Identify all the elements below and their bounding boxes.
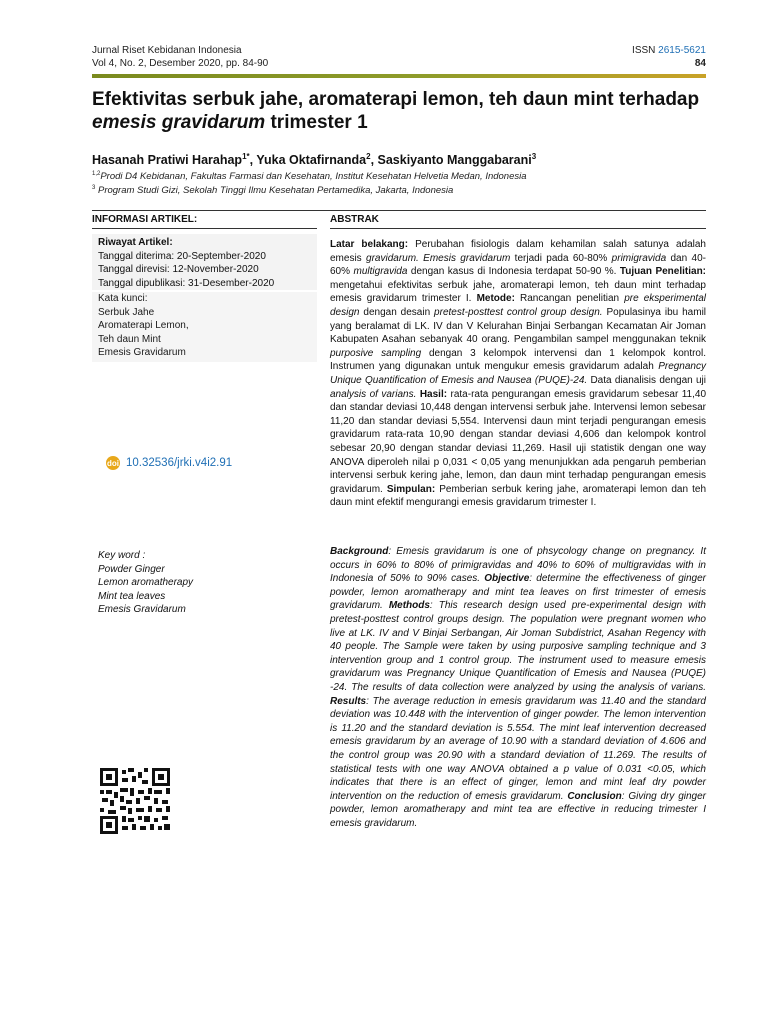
author-3: , Saskiyanto Manggabarani xyxy=(370,153,532,168)
doi-logo-icon: doi xyxy=(106,456,120,470)
section-top-rule xyxy=(92,210,706,211)
label-hasil: Hasil: xyxy=(419,388,448,400)
article-info-heading: INFORMASI ARTIKEL: xyxy=(92,214,198,225)
affiliation-2-text: Program Studi Gizi, Sekolah Tinggi Ilmu Kesehatan Pertamedika, Jakarta, Indonesia xyxy=(95,185,454,197)
abstract-text: : Emesis gravidarum is one of phsycology change on pregnancy. It occurs in 60% to 80% of primigravidas and 40% to 60% of multigravidas with in Indonesia of 50% to 90% cases. xyxy=(330,546,706,585)
abstract-indonesian xyxy=(330,238,706,510)
qr-code-icon xyxy=(100,768,170,834)
abstract-heading: ABSTRAK xyxy=(330,214,379,225)
abstract-heading-rule xyxy=(330,228,706,229)
abstract-text: Perubahan fisiologis dalam kehamilan salah satunya adalah emesis xyxy=(330,239,706,264)
affiliation-1-sup: 1,2 xyxy=(92,171,101,177)
abstract-text: Pemberian serbuk kering jahe, aromaterapi lemon dan teh daun mint efektif mengurangi emesis gravidarum trimester I. xyxy=(330,483,707,509)
article-history xyxy=(92,234,317,290)
abstract-text: dengan desain xyxy=(359,306,435,318)
history-label: Riwayat Artikel: xyxy=(98,237,173,248)
author-list xyxy=(92,152,712,167)
abstract-italic: pretest-posttest control group design. xyxy=(434,306,603,318)
issn-label: ISSN xyxy=(632,45,656,56)
author-1-sup: 1* xyxy=(242,152,250,161)
abstract-italic: multigravida xyxy=(353,266,408,278)
doi-link[interactable]: 10.32536/jrki.v4i2.91 xyxy=(126,457,233,469)
abstract-italic: primigravida xyxy=(611,252,667,264)
article-history-box xyxy=(92,234,317,290)
keywords-id xyxy=(92,292,317,362)
keyword-en-item: Mint tea leaves xyxy=(98,590,166,602)
issn-number[interactable]: 2615-5621 xyxy=(658,45,706,56)
author-3-sup: 3 xyxy=(531,152,537,161)
label-objective: Objective xyxy=(484,573,530,585)
journal-volume: Vol 4, No. 2, Desember 2020, pp. 84-90 xyxy=(92,58,269,69)
title-italic: emesis gravidarum xyxy=(92,112,266,133)
affiliation-2-sup: 3 xyxy=(92,185,96,191)
keywords-en xyxy=(98,549,313,617)
article-title xyxy=(92,88,712,134)
page-number: 84 xyxy=(694,58,706,69)
abstract-text: : determine the effectiveness of ginger powder, lemon aromatherapy and mint tea leaves on first trimester of emesis gravidarum. xyxy=(330,573,706,612)
date-received: Tanggal diterima: 20-September-2020 xyxy=(98,250,266,262)
keywords-label: Kata kunci: xyxy=(98,293,148,304)
keyword-en-item: Emesis Gravidarum xyxy=(98,604,186,615)
abstract-text: rata-rata pengurangan emesis gravidarum sebesar 11,40 dan standar deviasi 10,448 dengan intervensi serbuk jahe. Intervensi lemon sebesar 11,20 dan standar deviasi 5,554. Intervensi daun mint terjadi pengurangan emesis gravidarum rata-rata 10,90 dengan standar deviasi 4,606 dan kelompok kontrol sebesar 20,90 dengan standar deviasi 11,269. Hasil uji statistik dengan one way ANOVA diperoleh nilai p 0,031 < 0,05 yang menunjukkan ada pengaruh pemberian intervensi serbuk kering jahe, lemon, dan daun mint terhadap pengurangan emesis gravidarum. xyxy=(330,388,707,495)
abstract-italic: purposive sampling xyxy=(330,347,422,359)
header-accent-bar xyxy=(92,74,706,78)
keywords-en-label: Key word : xyxy=(98,550,146,561)
abstract-text: dengan 3 kelompok intervensi dan 1 kelompok kontrol. Instrumen yang digunakan untuk mengukur emesis gravidarum adalah xyxy=(330,347,706,373)
abstract-italic: Pregnancy Unique Quantification of Emesis and Nausea (PUQE)-24. xyxy=(330,361,706,386)
label-tujuan: Tujuan Penelitian: xyxy=(619,266,707,278)
keyword-en-item: Powder Ginger xyxy=(98,563,165,575)
title-line-1: Efektivitas serbuk jahe, aromaterapi lemon, teh daun mint terhadap xyxy=(92,89,700,110)
affiliation-2 xyxy=(92,185,712,196)
abstract-text: : Giving dry ginger powder, lemon aromatherapy and mint tea are effective in reducing trimester I emesis gravidarum. xyxy=(330,790,706,829)
info-heading-rule xyxy=(92,228,317,229)
keyword-item: Serbuk Jahe xyxy=(98,306,155,318)
doi-row xyxy=(106,455,232,471)
label-background: Background xyxy=(330,546,389,557)
author-1: Hasanah Pratiwi Harahap xyxy=(92,153,243,168)
label-simpulan: Simpulan: xyxy=(386,483,436,495)
journal-name: Jurnal Riset Kebidanan Indonesia xyxy=(92,45,242,56)
abstract-text: Data dianalisis dengan uji xyxy=(587,374,706,386)
label-conclusion: Conclusion xyxy=(567,790,622,802)
keyword-en-item: Lemon aromatherapy xyxy=(98,577,194,588)
abstract-italic: gravidarum. Emesis gravidarum xyxy=(366,252,511,264)
keyword-item: Emesis Gravidarum xyxy=(98,347,186,358)
author-2-sup: 2 xyxy=(366,152,371,161)
abstract-text: dengan kasus di Indonesia terdapat 50-90 %. xyxy=(407,266,620,278)
title-rest: trimester 1 xyxy=(265,112,368,133)
label-methods: Methods xyxy=(388,600,430,612)
abstract-italic: analysis of varians. xyxy=(330,388,417,400)
abstract-text: Rancangan penelitian xyxy=(514,293,625,305)
abstract-text: dan 40-60% xyxy=(330,252,706,278)
affiliation-1 xyxy=(92,171,712,182)
abstract-text: : This research design used pre-experimental design with pretest-posttest control groups design. The population were pregnant women who live at LK. IV and V Binjai Serbangan, Air Joman Subdistrict, Asahan Regency with 40 people. The Sample were taken by using purposive sampling technique and 3 intervention group and 1 control group. The instrument used to measure emesis gravidarum was Pregnancy Unique Quantification of Emesis and Nausea (PUQE) -24. The results of data collection were analyzed by using the analysis of varians. xyxy=(330,600,706,693)
abstract-text: : The average reduction in emesis gravidarum was 11.40 and the standard deviation was 10.448 with the intervention of ginger powder. The lemon intervention is 11.20 and the standard deviation is 5.554. The mint leaf intervention decreased emesis gravidarum by an average of 10.90 with a standard deviation of 4.606 and the control group was 20.90 with a standard deviation of 11.269. The results of statistical tests with one way ANOVA obtained a p value of 0.031 <0.05, which indicates that there is an effect of ginger, lemon and mint leaf dry powder intervention on the reduction of emesis gravidarum. xyxy=(330,695,706,802)
label-latar-belakang: Latar belakang: xyxy=(330,239,409,250)
author-2: , Yuka Oktafirnanda xyxy=(249,153,367,168)
abstract-text: terjadi pada 60-80% xyxy=(510,252,612,264)
issn xyxy=(632,44,706,57)
abstract-text: mengetahui efektivitas serbuk jahe, aromaterapi lemon, teh daun mint terhadap emesis gravidarum trimester I. xyxy=(330,279,706,305)
label-metode: Metode: xyxy=(476,293,515,305)
keyword-item: Aromaterapi Lemon, xyxy=(98,320,189,331)
label-results: Results xyxy=(330,695,367,707)
affiliation-1-text: Prodi D4 Kebidanan, Fakultas Farmasi dan Kesehatan, Institut Kesehatan Helvetia Medan, Indonesia xyxy=(100,171,527,183)
date-revised: Tanggal direvisi: 12-November-2020 xyxy=(98,264,259,275)
abstract-text: Populasinya ibu hamil yang beralamat di LK. IV dan V Kelurahan Binjai Serbangan Kecamatan Air Joman Kabupaten Asahan sebanyak 40 orang. Pengambilan sampel menggunakan teknik xyxy=(330,306,707,346)
abstract-english xyxy=(330,545,706,830)
title-line-2 xyxy=(92,111,712,134)
keyword-item: Teh daun Mint xyxy=(98,333,161,345)
date-published: Tanggal dipublikasi: 31-Desember-2020 xyxy=(98,277,275,289)
abstract-italic: pre eksperimental design xyxy=(330,293,706,318)
